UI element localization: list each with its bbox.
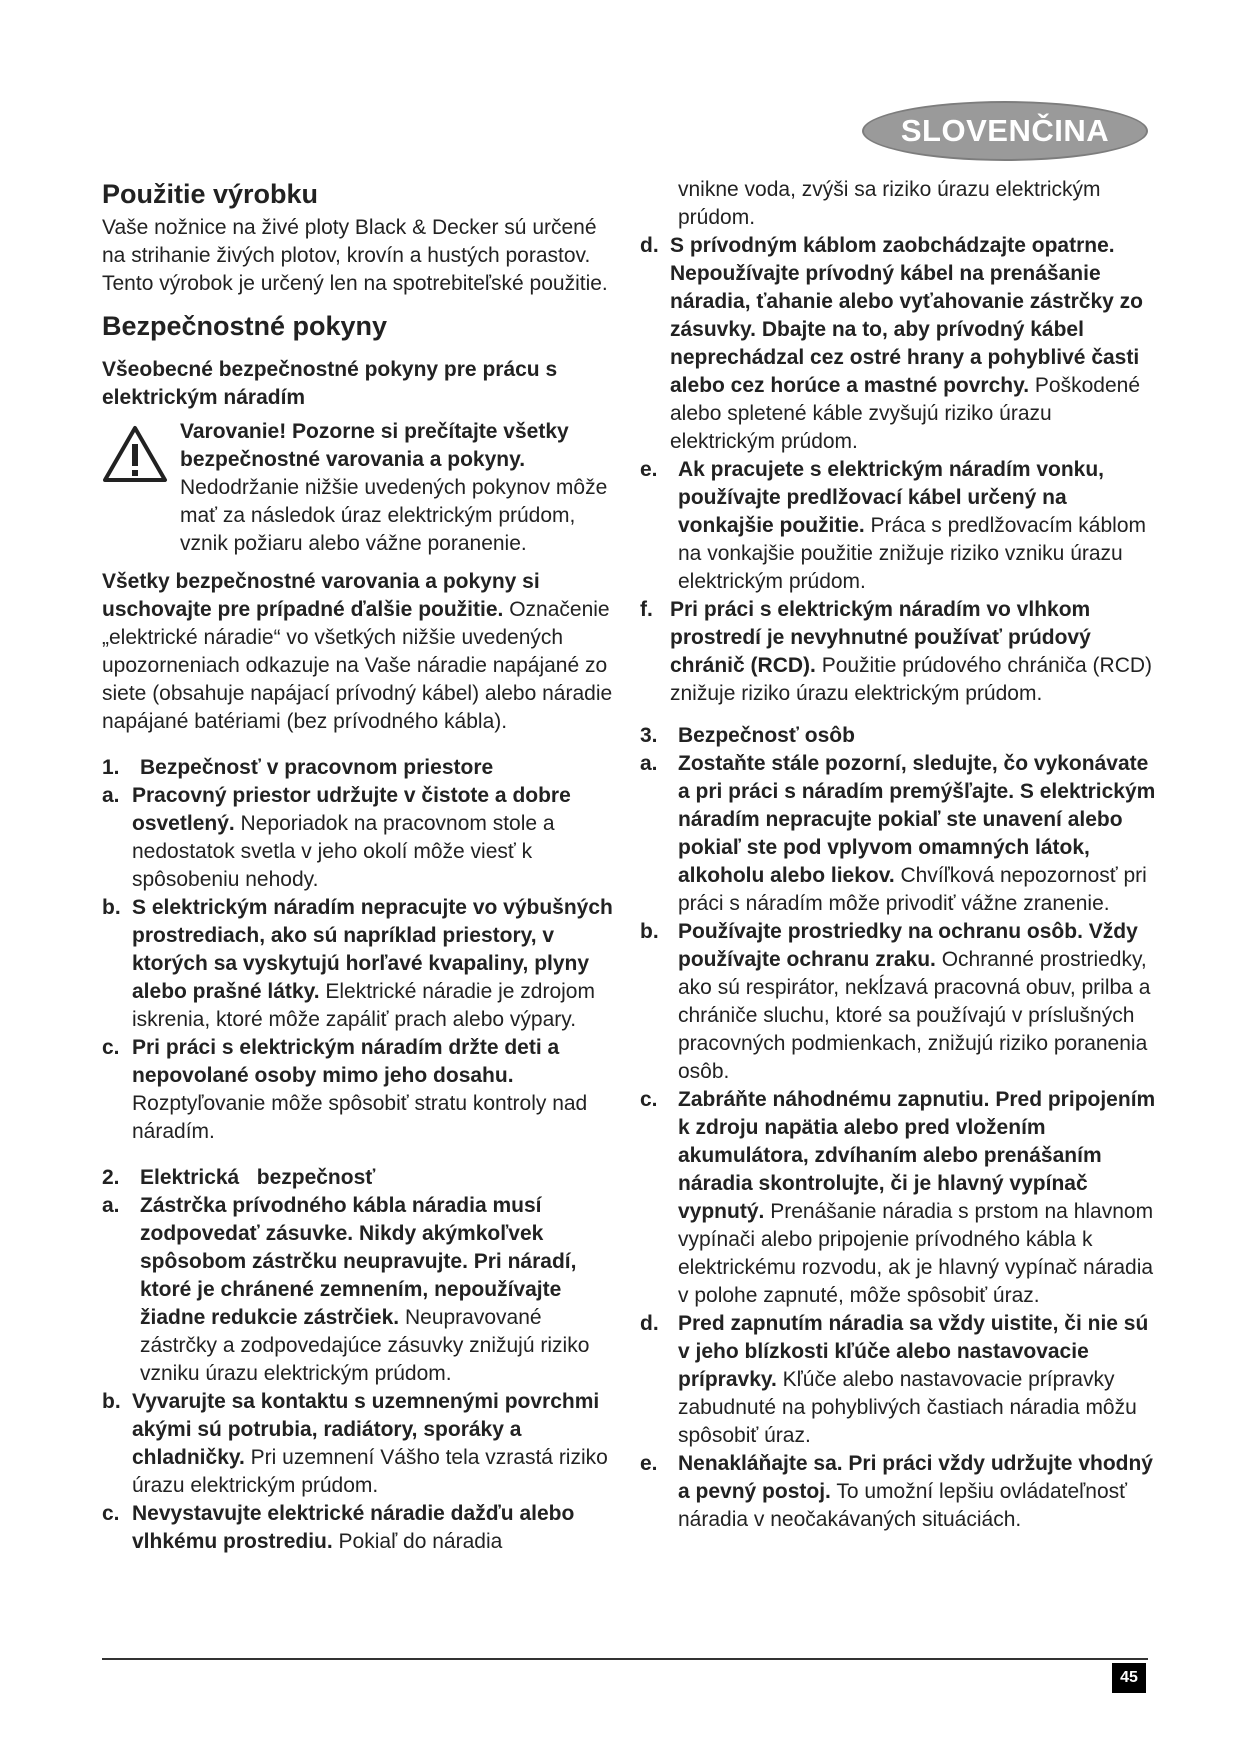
warning-text <box>180 418 622 558</box>
item-label: a. <box>102 784 120 807</box>
item-3a <box>640 750 1160 918</box>
item-bold: Pri práci s elektrickým náradím držte deti a nepovolané osoby mimo jeho dosahu. <box>132 1036 560 1087</box>
keep-bold: Všetky bezpečnostné varovania a pokyny si uschovajte pre prípadné ďalšie použitie. <box>102 570 540 621</box>
item-bold: Nevystavujte elektrické náradie dažďu alebo vlhkému prostrediu. <box>132 1502 575 1553</box>
item-label: e. <box>640 1452 658 1475</box>
item-text: Prenášanie náradia s prstom na hlavnom vypínači alebo pripojenie prívodného kábla k elektrickému rozvodu, ak je hlavný vypínač náradia v polohe zapnuté, môže spôsobiť úraz. <box>678 1200 1154 1307</box>
item-label: e. <box>640 458 658 481</box>
general-safety-heading: Všeobecné bezpečnostné pokyny pre prácu s elektrickým náradím <box>102 358 558 409</box>
left-column <box>102 176 622 1556</box>
item-2b <box>102 1388 622 1500</box>
right-column <box>640 176 1160 1534</box>
item-text: Použitie prúdového chrániča (RCD) znižuje riziko úrazu elektrickým prúdom. <box>670 654 1153 705</box>
item-2f <box>640 596 1160 708</box>
item-label: b. <box>640 920 659 943</box>
section-2-heading <box>102 1164 622 1192</box>
item-bold: Zabráňte náhodnému zapnutiu. Pred pripojením k zdroju napätia alebo pred vložením akumulátora, zdvíhaním alebo prenášaním náradia skontrolujte, či je hlavný vypínač vypnutý. <box>678 1088 1156 1223</box>
item-2c <box>102 1500 622 1556</box>
item-bold: Vyvarujte sa kontaktu s uzemnenými povrchmi akými sú potrubia, radiátory, sporáky a chladničky. <box>132 1390 600 1469</box>
item-3e <box>640 1450 1160 1534</box>
item-text: Pri uzemnení Vášho tela vzrastá riziko úrazu elektrickým prúdom. <box>132 1446 608 1497</box>
item-text: Neporiadok na pracovnom stole a nedostatok svetla v jeho okolí môže viesť k spôsobeniu nehody. <box>132 812 555 891</box>
item-1b <box>102 894 622 1034</box>
item-text: Neupravované zástrčky a zodpovedajúce zásuvky znižujú riziko vzniku úrazu elektrickým prúdom. <box>140 1306 590 1385</box>
usage-text: Vaše nožnice na živé ploty Black & Decker sú určené na strihanie živých plotov, krovín a hustých porastov. Tento výrobok je určený len na spotrebiteľské použitie. <box>102 216 608 295</box>
warning-bold: Varovanie! Pozorne si prečítajte všetky bezpečnostné varovania a pokyny. <box>180 420 569 471</box>
item-text: To umožní lepšiu ovládateľnosť náradia v neočakávaných situáciách. <box>678 1480 1127 1531</box>
section-number: 1. <box>102 756 120 779</box>
item-3d <box>640 1310 1160 1450</box>
section-title: Bezpečnosť osôb <box>678 724 855 747</box>
item-label: a. <box>102 1194 120 1217</box>
safety-title: Bezpečnostné pokyny <box>102 311 388 341</box>
item-bold: Zástrčka prívodného kábla náradia musí zodpovedať zásuvke. Nikdy akýmkoľvek spôsobom zástrčku neupravujte. Pri náradí, ktoré je chránené zemnením, nepoužívajte žiadne redukcie zástrčiek. <box>140 1194 577 1329</box>
warning-block <box>102 418 622 558</box>
usage-title: Použitie výrobku <box>102 179 319 209</box>
section-3-heading <box>640 722 1160 750</box>
keep-instructions <box>102 568 622 736</box>
footer-divider <box>102 1658 1148 1660</box>
item-text: Ochranné prostriedky, ako sú respirátor, nekĺzavá pracovná obuv, prilba a chrániče sluchu, ktoré sa používajú v príslušných pracovných podmienkach, znižujú riziko poranenia osôb. <box>678 948 1151 1083</box>
item-label: c. <box>640 1088 658 1111</box>
item-label: c. <box>102 1502 120 1525</box>
keep-rest: Označenie „elektrické náradie“ vo všetkých nižšie uvedených upozorneniach odkazuje na Vaše náradie napájané zo siete (obsahuje napájací prívodný kábel) alebo náradie napájané batériami (bez prívodného kábla). <box>102 598 613 733</box>
item-bold: Nenakláňajte sa. Pri práci vždy udržujte vhodný a pevný postoj. <box>678 1452 1153 1503</box>
item-1c <box>102 1034 622 1146</box>
item-label: b. <box>102 896 121 919</box>
item-text: Rozptyľovanie môže spôsobiť stratu kontroly nad náradím. <box>132 1092 588 1143</box>
item-label: f. <box>640 598 653 621</box>
warning-rest: Nedodržanie nižšie uvedených pokynov môže mať za následok úraz elektrickým prúdom, vznik požiaru alebo vážne poranenie. <box>180 476 608 555</box>
item-text: Poškodené alebo spletené káble zvyšujú riziko úrazu elektrickým prúdom. <box>670 374 1140 453</box>
language-badge: SLOVENČINA <box>862 101 1148 161</box>
item-bold: Pri práci s elektrickým náradím vo vlhkom prostredí je nevyhnutné používať prúdový chránič (RCD). <box>670 598 1091 677</box>
item-3c <box>640 1086 1160 1310</box>
warning-triangle-icon <box>102 424 168 484</box>
item-bold: S elektrickým náradím nepracujte vo výbušných prostrediach, ako sú napríklad priestory, v ktorých sa vyskytujú horľavé kvapaliny, plyny alebo prašné látky. <box>132 896 613 1003</box>
item-bold: S prívodným káblom zaobchádzajte opatrne. Nepoužívajte prívodný kábel na prenášanie náradia, ťahanie alebo vyťahovanie zástrčky zo zásuvky. Dbajte na to, aby prívodný kábel neprechádzal cez ostré hrany a pohyblivé časti alebo cez horúce a mastné povrchy. <box>670 234 1143 397</box>
item-text: Kľúče alebo nastavovacie prípravky zabudnuté na pohyblivých častiach náradia môžu spôsobiť úraz. <box>678 1368 1137 1447</box>
item-bold: Ak pracujete s elektrickým náradím vonku, používajte predlžovací kábel určený na vonkajšie použitie. <box>678 458 1105 537</box>
item-2d <box>640 232 1160 456</box>
item-bold: Pred zapnutím náradia sa vždy uistite, či nie sú v jeho blízkosti kľúče alebo nastavovacie prípravky. <box>678 1312 1149 1391</box>
item-1a <box>102 782 622 894</box>
item-3b <box>640 918 1160 1086</box>
item-2e <box>640 456 1160 596</box>
item-text: Elektrické náradie je zdrojom iskrenia, ktoré môže zapáliť prach alebo výpary. <box>132 980 595 1031</box>
item-text: Práca s predlžovacím káblom na vonkajšie použitie znižuje riziko vzniku úrazu elektrickým prúdom. <box>678 514 1146 593</box>
item-label: b. <box>102 1390 121 1413</box>
item-text: Pokiaľ do náradia <box>332 1530 503 1553</box>
item-label: c. <box>102 1036 120 1059</box>
item-label: a. <box>640 752 658 775</box>
item-text: Chvíľková nepozornosť pri práci s náradím môže privodiť vážne zranenie. <box>678 864 1147 915</box>
item-bold: Zostaňte stále pozorní, sledujte, čo vykonávate a pri práci s náradím premýšľajte. S elektrickým náradím nepracujte pokiaľ ste unavení alebo pokiaľ ste pod vplyvom omamných látok, alkoholu alebo liekov. <box>678 752 1156 887</box>
item-2c-continued: vnikne voda, zvýši sa riziko úrazu elektrickým prúdom. <box>678 178 1101 229</box>
item-bold: Pracovný priestor udržujte v čistote a dobre osvetlený. <box>132 784 571 835</box>
section-number: 3. <box>640 724 658 747</box>
section-title: Elektrická bezpečnosť <box>140 1166 376 1189</box>
item-label: d. <box>640 1312 659 1335</box>
item-2a <box>102 1192 622 1388</box>
section-title: Bezpečnosť v pracovnom priestore <box>140 756 494 779</box>
section-number: 2. <box>102 1166 120 1189</box>
item-label: d. <box>640 234 659 257</box>
item-bold: Používajte prostriedky na ochranu osôb. Vždy používajte ochranu zraku. <box>678 920 1138 971</box>
page-number: 45 <box>1112 1663 1146 1693</box>
section-1-heading <box>102 754 622 782</box>
